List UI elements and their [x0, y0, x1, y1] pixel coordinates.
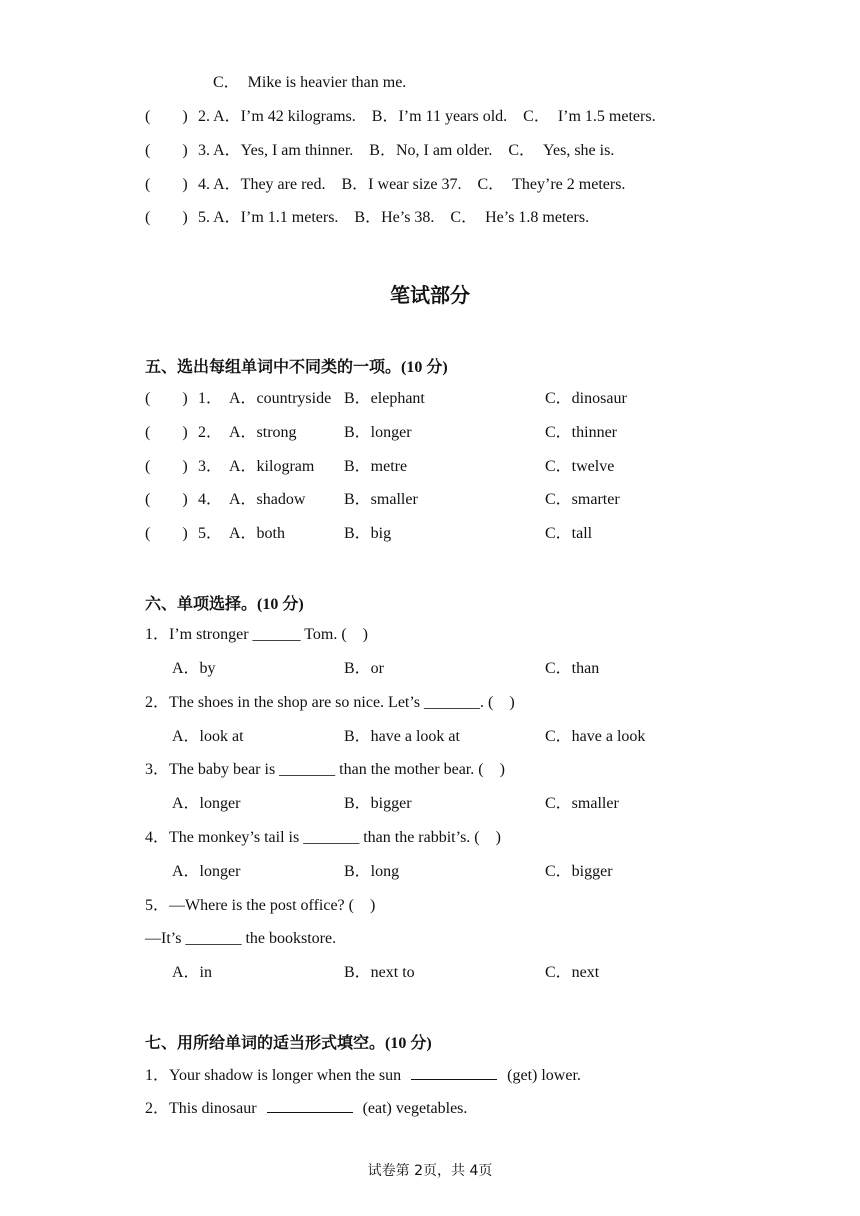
- section-heading-text: 五、选出每组单词中不同类的一项。: [145, 357, 402, 376]
- answer-blank[interactable]: [267, 1098, 353, 1113]
- written-part-title: 笔试部分: [390, 283, 470, 307]
- question-text-before: 2．This dinosaur: [145, 1100, 257, 1117]
- item-number: 1．: [198, 390, 223, 407]
- question-text-after: (eat) vegetables.: [362, 1100, 468, 1117]
- answer-paren: ( ): [145, 491, 188, 508]
- item-number: 2．: [198, 424, 223, 441]
- section6-heading: [145, 591, 304, 614]
- option-a: A．kilogram: [229, 458, 315, 475]
- option-c: C．smarter: [545, 491, 620, 508]
- option-a: A．shadow: [229, 491, 306, 508]
- option-a: A．countryside: [229, 390, 332, 407]
- answer-paren: ( ): [145, 458, 188, 475]
- question-text: 5. A．I’m 1.1 meters. B．He’s 38. C． He’s 1.8 meters.: [198, 209, 590, 226]
- item-number: 5．: [198, 525, 223, 542]
- section5-heading: [145, 354, 448, 377]
- section6-question: 4．The monkey’s tail is _______ than the rabbit’s. ( ): [145, 829, 501, 846]
- option-c: C．dinosaur: [545, 390, 627, 407]
- question-text: 2. A．I’m 42 kilograms. B．I’m 11 years old. C． I’m 1.5 meters.: [198, 108, 656, 125]
- section7-question: [145, 1098, 467, 1119]
- option-a: A．look at: [172, 728, 244, 745]
- option-a: A．in: [172, 964, 213, 981]
- option-b: B．smaller: [344, 491, 418, 508]
- question-text-before: 1．Your shadow is longer when the sun: [145, 1067, 402, 1084]
- option-b: B．bigger: [344, 795, 412, 812]
- option-c: C．than: [545, 660, 600, 677]
- option-b: B．next to: [344, 964, 415, 981]
- option-b: B．or: [344, 660, 385, 677]
- option-b: B．longer: [344, 424, 412, 441]
- option-c: C．have a look: [545, 728, 646, 745]
- answer-paren: ( ): [145, 390, 188, 407]
- option-a: A．longer: [172, 795, 241, 812]
- option-b: B．big: [344, 525, 392, 542]
- item-number: 3．: [198, 458, 223, 475]
- option-c: C．bigger: [545, 863, 613, 880]
- answer-paren: ( ): [145, 209, 188, 226]
- option-c: C．thinner: [545, 424, 617, 441]
- item-number: 4．: [198, 491, 223, 508]
- option-a: A．strong: [229, 424, 297, 441]
- page-footer: 试卷第 2页，共 4页: [367, 1163, 493, 1179]
- answer-paren: ( ): [145, 142, 188, 159]
- answer-paren: ( ): [145, 108, 188, 125]
- option-a: A．longer: [172, 863, 241, 880]
- answer-paren: ( ): [145, 525, 188, 542]
- option-c: C．tall: [545, 525, 593, 542]
- section-points: (10 分): [257, 596, 304, 613]
- option-a: A．both: [229, 525, 286, 542]
- listening-q1-option-c: C． Mike is heavier than me.: [213, 74, 407, 91]
- section7-question: [145, 1065, 581, 1086]
- option-c: C．twelve: [545, 458, 615, 475]
- option-c: C．smaller: [545, 795, 619, 812]
- question-text-after: (get) lower.: [507, 1067, 581, 1084]
- section6-question: 5．—Where is the post office? ( ): [145, 897, 376, 914]
- answer-blank[interactable]: [411, 1065, 497, 1080]
- section7-heading: [145, 1030, 432, 1053]
- answer-paren: ( ): [145, 176, 188, 193]
- option-a: A．by: [172, 660, 216, 677]
- option-b: B．have a look at: [344, 728, 460, 745]
- section-points: (10 分): [385, 1035, 432, 1052]
- option-b: B．metre: [344, 458, 408, 475]
- option-c: C．next: [545, 964, 600, 981]
- answer-paren: ( ): [145, 424, 188, 441]
- section6-question: 1．I’m stronger ______ Tom. ( ): [145, 626, 369, 643]
- question-text: 3. A．Yes, I am thinner. B．No, I am older. C． Yes, she is.: [198, 142, 615, 159]
- section6-question: 2．The shoes in the shop are so nice. Let’s _______. ( ): [145, 694, 515, 711]
- section-points: (10 分): [401, 359, 448, 376]
- section-heading-text: 七、用所给单词的适当形式填空。: [145, 1033, 386, 1052]
- question-text: 4. A．They are red. B．I wear size 37. C． They’re 2 meters.: [198, 176, 626, 193]
- section6-question-line2: —It’s _______ the bookstore.: [145, 930, 337, 947]
- section6-question: 3．The baby bear is _______ than the mother bear. ( ): [145, 761, 505, 778]
- option-b: B．elephant: [344, 390, 425, 407]
- section-heading-text: 六、单项选择。: [145, 594, 258, 613]
- option-b: B．long: [344, 863, 400, 880]
